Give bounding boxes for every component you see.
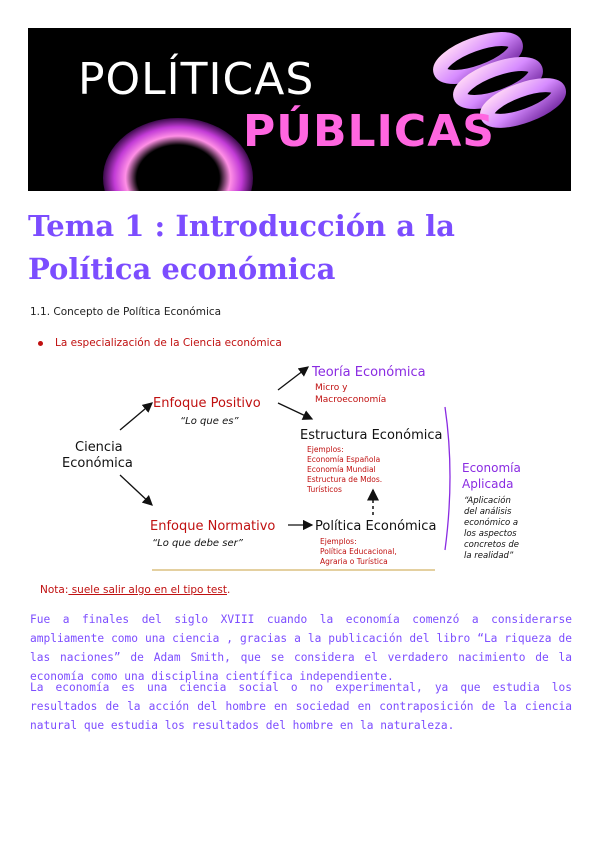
estructura-ej-4: Turísticos xyxy=(307,485,342,494)
positivo-quote: “Lo que es” xyxy=(180,416,239,427)
arrow-to-teoria xyxy=(278,367,308,390)
teoria-sub1: Micro y xyxy=(315,383,348,393)
enfoque-normativo: Enfoque Normativo xyxy=(150,519,276,534)
banner-title-line2: PÚBLICAS xyxy=(243,106,495,157)
root-label-line1: Ciencia xyxy=(75,440,123,455)
note xyxy=(40,584,230,596)
bullet-item xyxy=(38,337,282,349)
banner-title-line1: POLÍTICAS xyxy=(78,54,315,105)
economia-aplicada-line2: Aplicada xyxy=(462,477,514,491)
aplicada-quote-0: “Aplicación xyxy=(464,496,511,506)
aplicada-brace xyxy=(445,407,450,550)
teoria-economica: Teoría Económica xyxy=(312,365,426,380)
note-text: suele salir algo en el tipo test xyxy=(68,584,227,596)
paragraph-1: Fue a finales del siglo XVIII cuando la economía comenzó a considerarse ampliamente como una ciencia , gracias a la publicación del libro “La riqueza de las naciones” de Adam Smith, que se considera el verdadero nacimiento de la economía como una disciplina científica independiente. xyxy=(30,613,572,683)
politica-economica: Política Económica xyxy=(315,519,437,534)
aplicada-quote-3: los aspectos xyxy=(464,529,517,539)
note-end: . xyxy=(226,584,231,596)
aplicada-quote-1: del análisis xyxy=(464,507,512,517)
estructura-ej-2: Economía Mundial xyxy=(307,465,376,474)
politica-ej-2: Agraria o Turística xyxy=(320,557,388,566)
arrow-to-positivo xyxy=(120,403,152,430)
root-label-line2: Económica xyxy=(62,456,133,471)
arrow-to-estructura xyxy=(278,403,312,419)
arrow-to-normativo xyxy=(120,475,152,505)
economia-aplicada-line1: Economía xyxy=(462,461,521,475)
bullet-dot-icon xyxy=(38,341,43,346)
section-heading: 1.1. Concepto de Política Económica xyxy=(30,306,222,318)
aplicada-quote-2: económico a xyxy=(464,518,519,528)
estructura-ej-1: Economía Española xyxy=(307,455,381,464)
bullet-text: La especialización de la Ciencia económica xyxy=(55,337,282,349)
note-label: Nota: xyxy=(40,584,69,596)
normativo-quote: “Lo que debe ser” xyxy=(152,538,243,549)
teoria-sub2: Macroeconomía xyxy=(315,395,387,405)
enfoque-positivo: Enfoque Positivo xyxy=(153,396,261,411)
aplicada-quote-4: concretos de xyxy=(464,540,519,550)
economics-diagram xyxy=(40,355,550,575)
politica-ej-0: Ejemplos: xyxy=(320,537,357,546)
aplicada-quote-5: la realidad” xyxy=(464,551,514,561)
estructura-ej-3: Estructura de Mdos. xyxy=(307,475,383,484)
politica-ej-1: Política Educacional, xyxy=(320,547,397,556)
estructura-ej-0: Ejemplos: xyxy=(307,445,344,454)
banner xyxy=(28,28,571,191)
estructura-economica: Estructura Económica xyxy=(300,428,443,443)
paragraph-2: La economía es una ciencia social o no experimental, ya que estudia los resultados de la acción del hombre en sociedad en contraposición de la ciencia natural que estudia los resultados del hombre en la naturaleza. xyxy=(30,681,572,732)
page-title: Tema 1 : Introducción a la Política económica xyxy=(28,209,455,286)
